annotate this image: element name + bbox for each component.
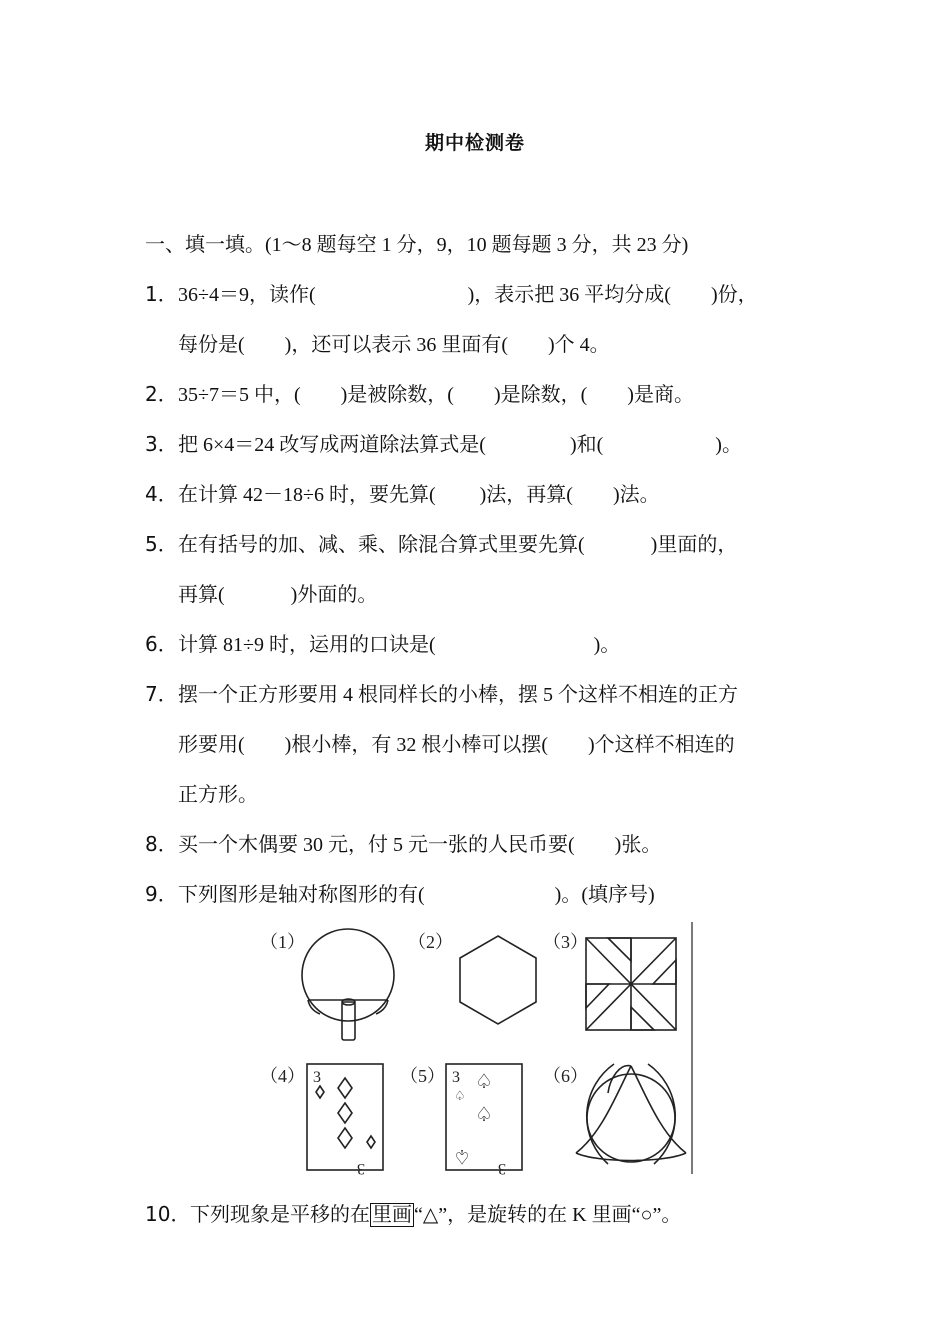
hexagon-figure: [460, 936, 536, 1024]
question-3-line: [178, 428, 742, 457]
q5-text-b: )里面的，: [650, 534, 738, 556]
figure-label-4: （4）: [260, 1066, 305, 1086]
section-heading: 一、填一填。(1～8 题每空 1 分，9，10 题每题 3 分，共 23 分): [145, 234, 689, 256]
question-7-line-1: 摆一个正方形要用 4 根同样长的小棒，摆 5 个这样不相连的正方: [178, 684, 738, 706]
q6-text-b: )。: [593, 634, 621, 656]
q1-text-c: )份，: [710, 284, 758, 306]
q2-text-c: )是除数，(: [493, 384, 588, 406]
fan-figure: [302, 929, 394, 1040]
q9-text-b: )。(填序号): [554, 884, 655, 906]
triquetra-figure: [576, 1064, 686, 1164]
question-7-line-3: 正方形。: [178, 784, 258, 806]
question-8-line: [178, 828, 661, 857]
q9-text-a: 下列图形是轴对称图形的有(: [178, 884, 425, 906]
card-5-spade-2: ♤: [475, 1104, 493, 1126]
card-5-spade-1: ♤: [475, 1071, 493, 1093]
q5-text-a: 在有括号的加、减、乘、除混合算式里要先算(: [178, 534, 585, 556]
question-5-line-1: [178, 528, 737, 557]
question-7-line-2: [178, 728, 735, 757]
question-number-8: 8．: [145, 832, 178, 856]
question-number-7: 7．: [145, 682, 178, 706]
q8-text-b: )张。: [614, 834, 662, 856]
q5-text-c: 再算(: [178, 584, 225, 606]
q3-text-a: 把 6×4＝24 改写成两道除法算式是(: [178, 434, 486, 456]
q2-text-b: )是被除数，(: [340, 384, 454, 406]
question-number-5: 5．: [145, 532, 178, 556]
q7-text-c: )个这样不相连的: [588, 734, 735, 756]
q4-text-b: )法，再算(: [479, 484, 573, 506]
question-2-line: [178, 378, 694, 407]
q2-text-a: 35÷7＝5 中，(: [178, 384, 301, 406]
question-number-10: 10．: [145, 1202, 191, 1226]
q10-answer-box: 里画: [372, 1204, 412, 1226]
question-5-line-2: [178, 578, 377, 607]
question-number-6: 6．: [145, 632, 178, 656]
card-4-rank-inverted: 3: [357, 1160, 365, 1177]
q8-text-a: 买一个木偶要 30 元，付 5 元一张的人民币要(: [178, 834, 575, 856]
card-5-spade-3: ♤: [453, 1145, 471, 1167]
q3-text-b: )和(: [569, 434, 604, 456]
question-1-line-2: [178, 328, 610, 357]
card-5-rank-inverted: 3: [498, 1160, 506, 1177]
question-4-line: [178, 478, 660, 507]
q5-text-d: )外面的。: [290, 584, 378, 606]
figure-label-6: （6）: [543, 1066, 588, 1086]
figure-label-2: （2）: [408, 932, 453, 952]
figure-label-5: （5）: [400, 1066, 445, 1086]
q3-text-c: )。: [715, 434, 742, 456]
q7-text-a: 形要用(: [178, 734, 245, 756]
question-number-4: 4．: [145, 482, 178, 506]
spade-card-figure: [446, 1064, 522, 1177]
q1-text-d: 每份是(: [178, 334, 245, 356]
q4-text-a: 在计算 42－18÷6 时，要先算(: [178, 484, 436, 506]
question-6-line: [178, 628, 620, 657]
figure-label-1: （1）: [260, 932, 305, 952]
page-title: 期中检测卷: [424, 132, 525, 154]
question-1-line-1: [178, 278, 758, 307]
question-number-1: 1．: [145, 282, 178, 306]
q6-text-a: 计算 81÷9 时，运用的口诀是(: [178, 634, 436, 656]
symmetry-figures: [250, 918, 700, 1180]
question-9-line: [178, 878, 655, 907]
card-5-spade-small: ♤: [454, 1088, 466, 1103]
diamond-card-figure: [307, 1064, 383, 1177]
q4-text-c: )法。: [612, 484, 660, 506]
q1-text-a: 36÷4＝9，读作(: [178, 284, 316, 306]
q1-text-f: )个 4。: [548, 334, 610, 356]
card-5-rank: 3: [452, 1069, 460, 1086]
question-number-3: 3．: [145, 432, 178, 456]
question-number-2: 2．: [145, 382, 178, 406]
q10-text-b: “△”，是旋转的在 K 里画“○”。: [414, 1204, 682, 1226]
card-4-rank: 3: [313, 1069, 321, 1086]
figure-label-3: （3）: [543, 932, 588, 952]
question-number-9: 9．: [145, 882, 178, 906]
q7-text-b: )根小棒，有 32 根小棒可以摆(: [284, 734, 548, 756]
q1-text-b: )，表示把 36 平均分成(: [467, 284, 671, 306]
pinwheel-figure: [586, 938, 676, 1030]
q1-text-e: )，还可以表示 36 里面有(: [284, 334, 508, 356]
q10-text-a: 下列现象是平移的在: [190, 1204, 370, 1226]
question-10-line: [190, 1198, 681, 1227]
q2-text-d: )是商。: [627, 384, 694, 406]
